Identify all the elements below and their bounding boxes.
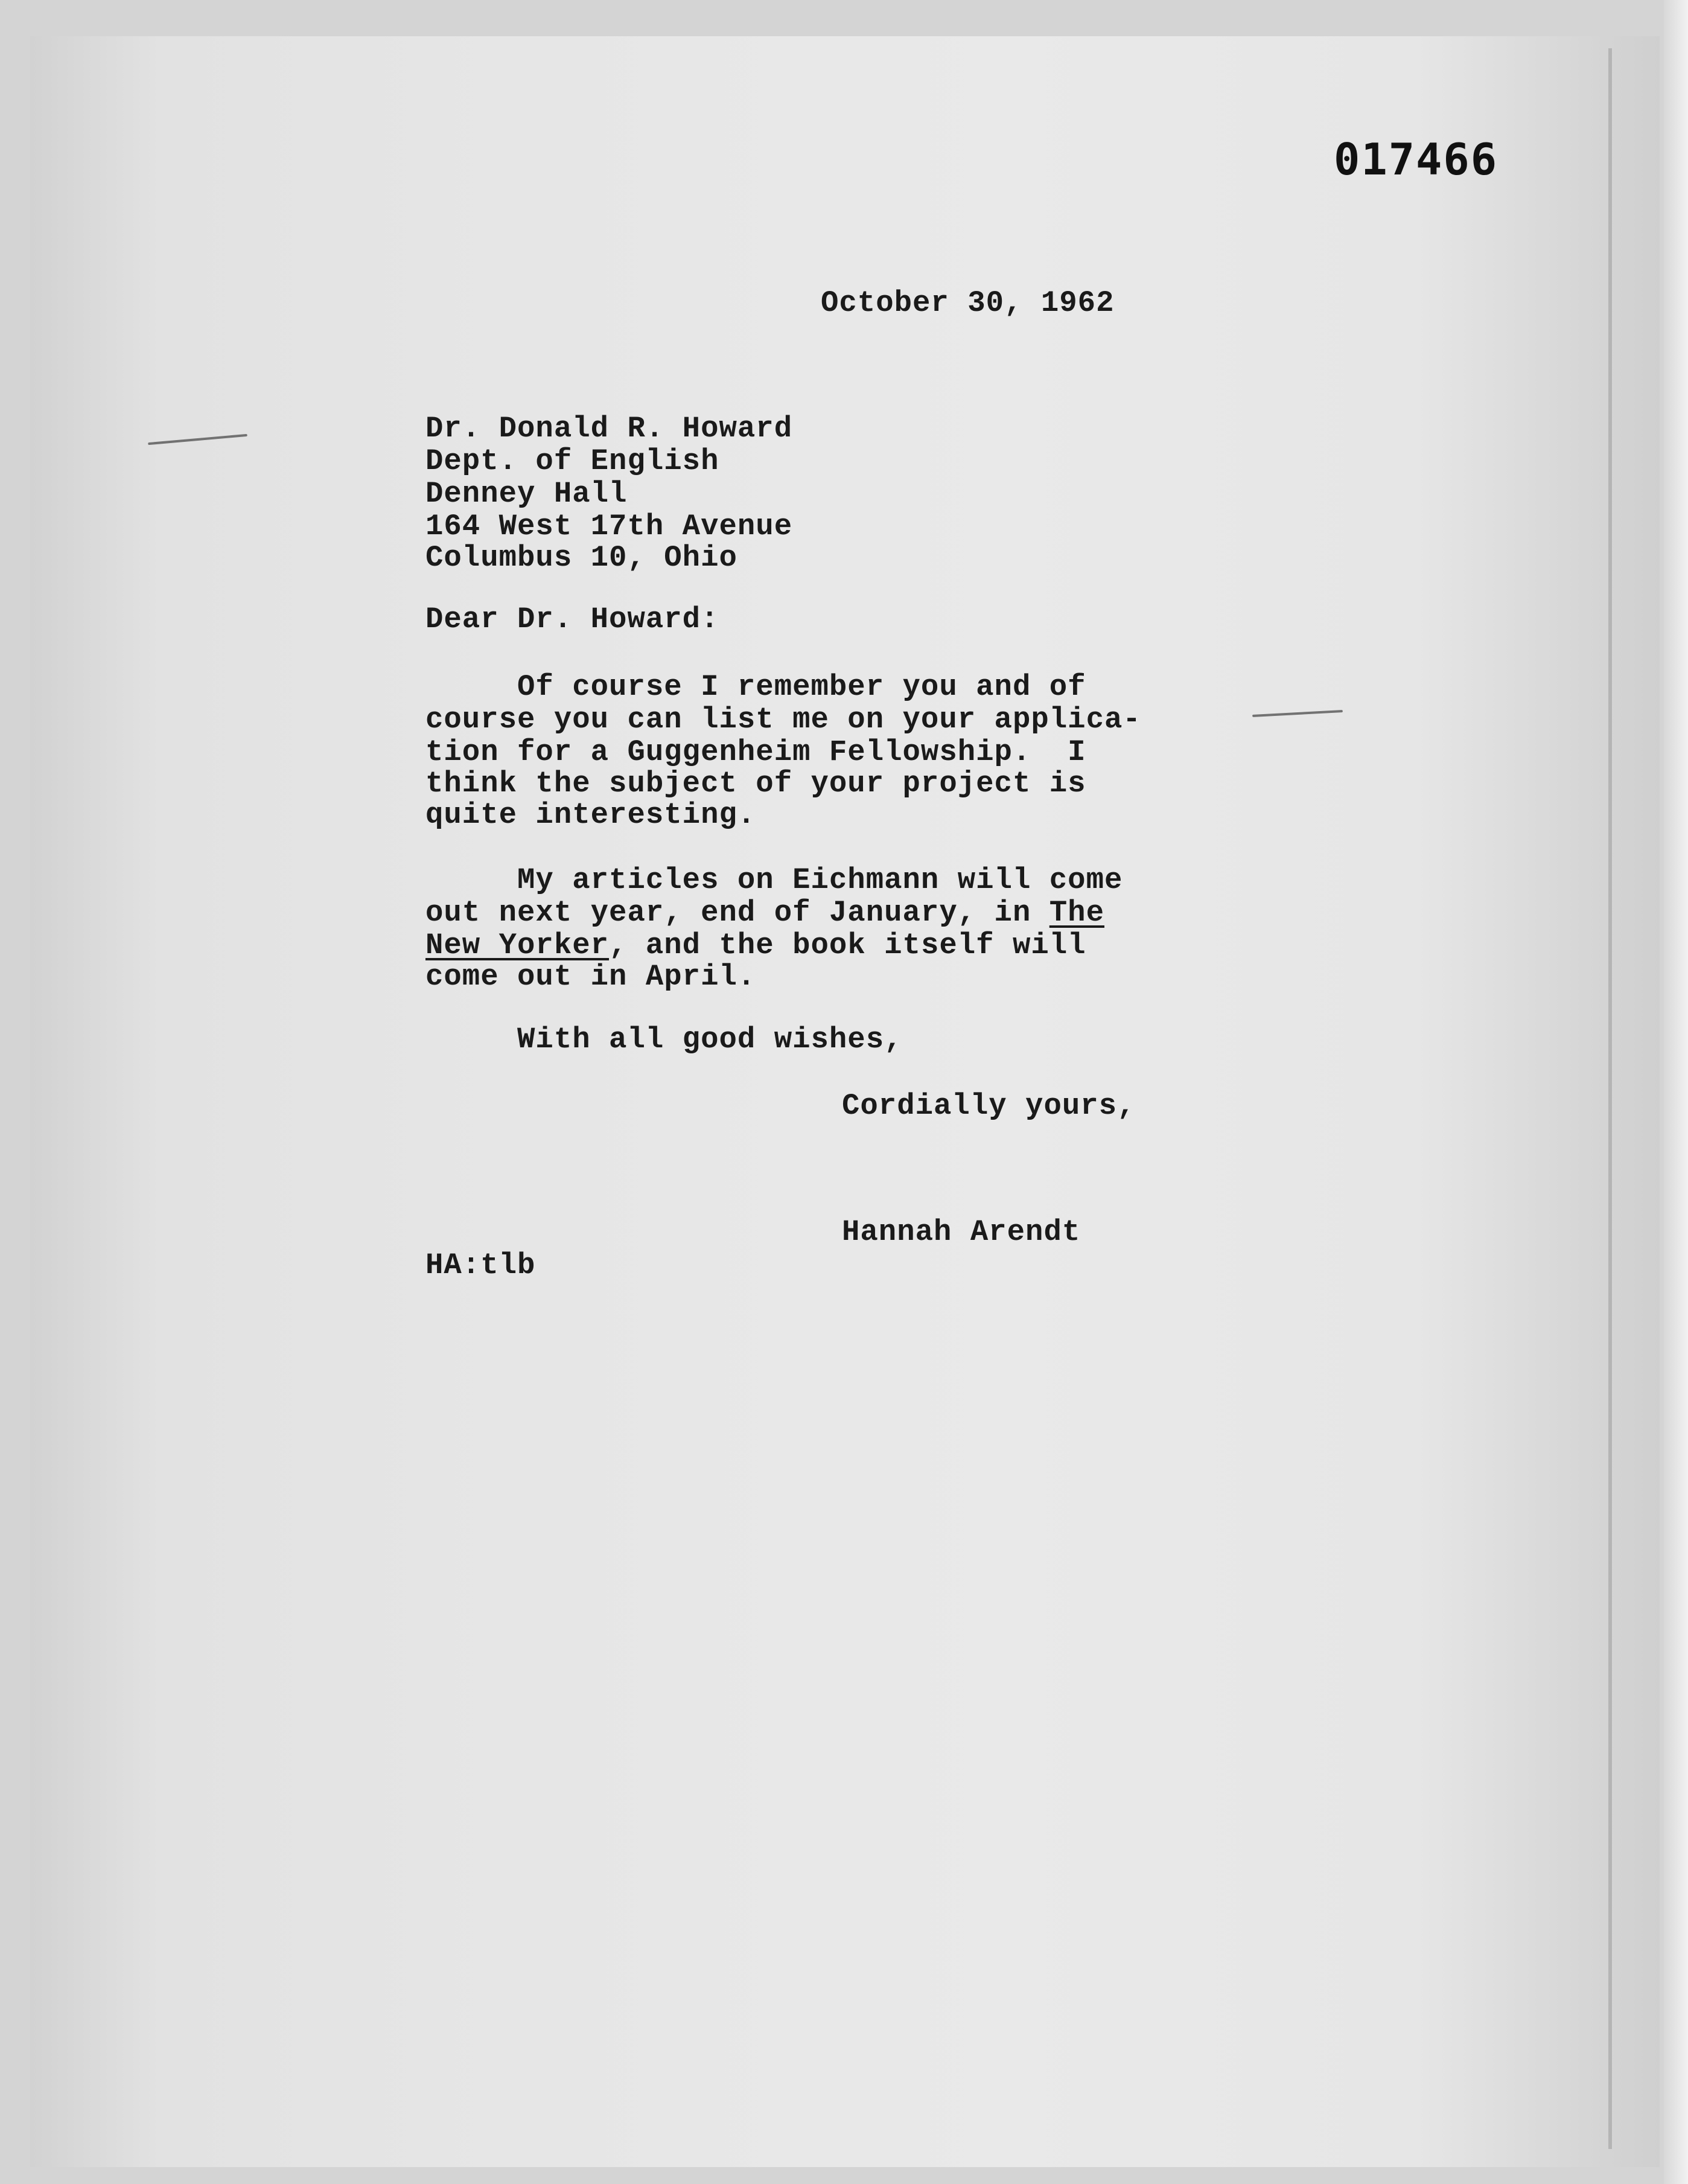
paragraph-1-line-2: course you can list me on your applica- [425, 703, 1141, 736]
paragraph-1-line-1: Of course I remember you and of [425, 670, 1086, 704]
recipient-building: Denney Hall [425, 477, 628, 511]
paragraph-1-line-5: quite interesting. [425, 798, 756, 832]
paragraph-2-line-2 [425, 897, 1104, 928]
paragraph-2-line-4: come out in April. [425, 960, 756, 994]
recipient-name: Dr. Donald R. Howard [425, 412, 793, 445]
salutation: Dear Dr. Howard: [425, 602, 719, 636]
letter-date: October 30, 1962 [821, 286, 1115, 320]
signature-name: Hannah Arendt [842, 1215, 1081, 1249]
publication-title-part-1: The [1049, 896, 1104, 930]
paragraph-2-line-2-text: out next year, end of January, in [425, 896, 1049, 930]
paragraph-2-line-3-text: , and the book itself will [609, 928, 1086, 962]
paragraph-1-line-3: tion for a Guggenheim Fellowship. I [425, 735, 1086, 769]
closing-wish: With all good wishes, [425, 1023, 903, 1056]
complimentary-close: Cordially yours, [842, 1089, 1136, 1123]
paragraph-2-line-1: My articles on Eichmann will come [425, 863, 1123, 897]
paragraph-2-line-3 [425, 930, 1086, 961]
reference-initials: HA:tlb [425, 1248, 536, 1282]
recipient-city: Columbus 10, Ohio [425, 541, 737, 575]
paragraph-1-line-4: think the subject of your project is [425, 767, 1086, 800]
recipient-department: Dept. of English [425, 444, 719, 478]
scan-edge [1664, 0, 1688, 2184]
recipient-street: 164 West 17th Avenue [425, 509, 793, 543]
archive-number: 017466 [1334, 134, 1498, 185]
publication-title-part-2: New Yorker [425, 928, 610, 962]
paper-fold-shadow [1608, 48, 1612, 2149]
